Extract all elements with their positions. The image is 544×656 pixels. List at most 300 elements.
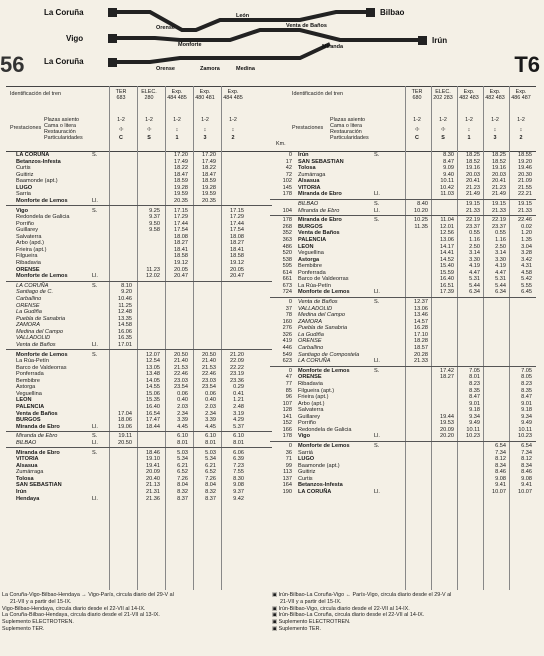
time-cell: 18.52 [466, 158, 480, 165]
time-cell: 8.47 [443, 158, 454, 165]
time-cell: 17.47 [146, 417, 160, 424]
bed-icon: ↕ [467, 127, 471, 133]
train-number: 280 [144, 95, 154, 101]
time-cell: 8.35 [521, 387, 532, 394]
time-cell: 23.37 [466, 223, 480, 230]
time-cell: 9.42 [233, 495, 244, 502]
time-cell: 8.35 [469, 387, 480, 394]
note-1-badge: ▣ [272, 592, 279, 598]
table-row [6, 267, 272, 273]
station-name: Guitiriz [16, 171, 34, 178]
note-badge: S [147, 135, 151, 141]
km-cell: 17 [285, 158, 292, 165]
page-number: 56 [0, 52, 25, 77]
time-cell: 8.37 [205, 495, 216, 502]
time-cell: 14.41 [440, 250, 454, 257]
table-row [270, 489, 536, 495]
table-row [6, 191, 272, 197]
time-cell: 8.01 [205, 439, 216, 446]
note-badge: C [119, 135, 123, 141]
station-name: Miranda de Ebro [16, 433, 58, 440]
bed-icon: ↕ [203, 127, 207, 133]
time-cell: 17.01 [118, 341, 132, 348]
prest-label: Prestaciones [292, 125, 324, 131]
station-name: LA CORUÑA [16, 282, 49, 289]
station-name: LA CORUÑA [16, 152, 50, 158]
time-cell: 8.32 [177, 488, 188, 495]
station-name: Redondela de Galicia [16, 214, 70, 221]
section-divider [270, 441, 536, 442]
note-e-badge: ▣ [272, 619, 279, 626]
table-row [270, 152, 536, 158]
table-row [6, 253, 272, 259]
time-cell: 13.06 [414, 305, 428, 312]
station-name: Astorga [16, 384, 36, 391]
time-cell: 3.30 [469, 256, 480, 263]
time-cell: 19.12 [174, 260, 188, 266]
time-cell: 12.56 [440, 230, 454, 237]
time-cell: 10.20 [414, 207, 428, 214]
time-cell: 18.52 [492, 158, 506, 165]
station-bilbao: Bilbao [380, 8, 405, 17]
time-cell: 0.06 [205, 390, 216, 397]
station-name: Monforte de Lemos [16, 197, 68, 204]
km-cell: 166 [282, 426, 292, 433]
station-name: Arbo (apt.) [298, 400, 325, 407]
seat-class: 1-2 [145, 117, 153, 123]
time-cell: 9.37 [233, 488, 244, 495]
time-cell: 18.27 [230, 240, 244, 247]
station-name: Carballino [298, 345, 324, 351]
km-cell: 190 [282, 488, 292, 495]
time-cell: 19.59 [202, 191, 216, 198]
train-number: 486 487 [511, 95, 531, 101]
table-row [270, 237, 536, 243]
km-cell: 363 [282, 237, 292, 243]
time-cell: 20.41 [466, 178, 480, 185]
station-name: Guillarey [298, 413, 321, 420]
station-name: Monforte de Lemos [298, 443, 350, 450]
table-row [6, 240, 272, 246]
station-name: Monforte de Lemos [16, 273, 68, 280]
station-name: PALENCIA [298, 237, 327, 243]
line-particularidades: Particularidades [44, 135, 83, 141]
time-cell: 7.05 [521, 367, 532, 374]
table-row [6, 496, 272, 502]
time-cell: 18.08 [174, 233, 188, 240]
km-cell: 99 [285, 462, 292, 469]
section-divider [270, 199, 536, 200]
time-cell: 10.11 [466, 426, 480, 433]
time-cell: 18.41 [230, 246, 244, 253]
station-name: Baamonde (apt.) [298, 462, 340, 469]
time-cell: 18.25 [492, 152, 506, 158]
time-cell: 19.46 [518, 165, 532, 172]
station-name: Venta de Baños [298, 230, 340, 237]
table-row [270, 443, 536, 449]
time-cell: 2.50 [469, 243, 480, 250]
table-row [270, 407, 536, 413]
time-cell: 3.04 [521, 243, 532, 250]
km-cell: 42 [285, 165, 292, 172]
time-cell: 1.35 [521, 237, 532, 243]
time-cell: 9.25 [149, 207, 160, 214]
station-name: Veguellina [298, 250, 324, 257]
table-row [270, 201, 536, 207]
time-cell: 10.11 [440, 178, 454, 185]
station-zamora: Zamora [200, 66, 220, 72]
train-type: Exp. [199, 89, 211, 95]
footer-note: Vigo-Bilbao-Hendaya, circula diario desde el 22-VII al 14-IX. [2, 605, 146, 612]
time-cell: 23.54 [174, 384, 188, 391]
time-cell: 8.46 [521, 469, 532, 476]
station-name: Venta de Baños [16, 341, 56, 348]
time-cell: 19.10 [146, 456, 160, 463]
time-cell: 8.37 [177, 495, 188, 502]
time-cell: 10.25 [414, 217, 428, 224]
table-row [6, 411, 272, 417]
train-type: Exp. [227, 89, 239, 95]
train-number: 480 481 [195, 95, 215, 101]
km-cell: 538 [282, 256, 292, 263]
time-cell: 8.47 [469, 394, 480, 401]
station-name: Veguellina [16, 390, 42, 397]
table-row [270, 191, 536, 197]
table-row [270, 224, 536, 230]
time-cell: 0.29 [233, 384, 244, 391]
time-cell: 1.16 [495, 237, 506, 243]
time-cell: 12.37 [414, 299, 428, 306]
time-cell: 8.34 [521, 462, 532, 469]
table-row [6, 476, 272, 482]
line-restauracion: Restauración [44, 129, 76, 135]
time-cell: 21.31 [146, 488, 160, 495]
time-cell: 21.33 [466, 207, 480, 214]
table-row [6, 371, 272, 377]
station-name: Medina del Campo [298, 312, 345, 319]
time-cell: 20.05 [174, 266, 188, 273]
table-row [270, 427, 536, 433]
km-cell: 0 [288, 443, 292, 450]
time-cell: 19.15 [492, 201, 506, 208]
table-row [270, 319, 536, 325]
timetable-left [6, 86, 272, 590]
station-name: LA CORUÑA [298, 488, 332, 495]
station-name: Hendaya [16, 495, 40, 502]
station-miranda: Miranda [322, 44, 344, 50]
time-cell: 16.28 [414, 325, 428, 332]
section-divider [270, 215, 536, 216]
time-cell: 6.52 [205, 469, 216, 476]
table-row [270, 456, 536, 462]
table-row [6, 391, 272, 397]
time-cell: 9.08 [233, 482, 244, 489]
time-cell: 9.08 [521, 475, 532, 482]
time-cell: 0.40 [205, 397, 216, 404]
time-cell: 21.53 [174, 364, 188, 371]
time-cell: 6.54 [495, 443, 506, 450]
km-cell: 128 [282, 407, 292, 414]
arrival-departure-flag: Ll. [374, 191, 380, 198]
section-divider [6, 447, 272, 448]
time-cell: 3.30 [495, 256, 506, 263]
time-cell: 20.35 [174, 197, 188, 204]
station-name: Salvaterra [16, 233, 42, 240]
time-cell: 5.55 [521, 282, 532, 289]
time-cell: 16.51 [440, 282, 454, 289]
table-row [270, 276, 536, 282]
km-cell: 152 [282, 420, 292, 427]
time-cell: 6.10 [205, 433, 216, 440]
time-cell: 18.27 [440, 374, 454, 381]
km-cell: 36 [285, 449, 292, 456]
time-cell: 17.29 [230, 214, 244, 221]
time-cell: 18.58 [174, 253, 188, 260]
time-cell: 3.14 [495, 250, 506, 257]
seat-class: 1-2 [517, 117, 525, 123]
note-badge: 1 [467, 135, 471, 141]
seat-class: 1-2 [439, 117, 447, 123]
time-cell: 8.23 [521, 380, 532, 387]
time-cell: 19.11 [118, 433, 132, 440]
timetable-right [270, 86, 536, 590]
time-cell: 2.34 [205, 410, 216, 417]
note-c-badge: ▣ [272, 625, 279, 632]
time-cell: 0.06 [177, 390, 188, 397]
time-cell: 12.07 [146, 351, 160, 358]
time-cell: 19.28 [174, 184, 188, 191]
time-cell: 8.46 [495, 469, 506, 476]
time-cell: 7.34 [495, 449, 506, 456]
time-cell: 22.22 [230, 364, 244, 371]
km-cell: 71 [285, 456, 292, 463]
time-cell: 17.54 [230, 227, 244, 234]
km-cell: 104 [282, 207, 292, 214]
station-name: Miranda de Ebro [16, 449, 60, 456]
seat-class: 1-2 [201, 117, 209, 123]
time-cell: 20.20 [440, 433, 454, 440]
time-cell: 7.26 [205, 475, 216, 482]
km-cell: 268 [282, 223, 292, 230]
station-name: Salvaterra [298, 407, 324, 414]
station-name: Ponferrada [16, 371, 44, 378]
table-row [270, 289, 536, 295]
table-row [270, 312, 536, 318]
time-cell: 5.42 [521, 276, 532, 283]
footer-note: ▣ Irún-Bilbao-La Coruña, circula diario desde el 22-VII al 14-IX. [272, 612, 425, 619]
time-cell: 9.58 [149, 227, 160, 234]
time-cell: 7.05 [469, 367, 480, 374]
table-row [6, 397, 272, 403]
bed-icon: ↕ [231, 127, 235, 133]
station-name: Ribadavia [298, 380, 323, 387]
station-name: VITORIA [298, 184, 321, 191]
table-row [6, 165, 272, 171]
train-type: Exp. [515, 89, 527, 95]
table-row [6, 214, 272, 220]
time-cell: 20.47 [230, 273, 244, 280]
station-name: Redondela de Galicia [298, 426, 352, 433]
train-type: ELEC. [141, 89, 157, 95]
table-row [270, 394, 536, 400]
table-row [270, 388, 536, 394]
table-row [6, 309, 272, 315]
time-cell: 16.40 [440, 276, 454, 283]
time-cell: 18.25 [466, 152, 480, 158]
km-cell: 164 [282, 482, 292, 489]
time-cell: 18.55 [518, 152, 532, 158]
time-cell: 3.19 [233, 410, 244, 417]
time-cell: 1.20 [521, 230, 532, 237]
time-cell: 4.58 [521, 269, 532, 276]
station-orense-1: Orense [156, 25, 175, 31]
train-number: 482 483 [485, 95, 505, 101]
time-cell: 22.46 [174, 371, 188, 378]
table-row [6, 440, 272, 446]
bed-icon: ↕ [175, 127, 179, 133]
station-name: ORENSE [298, 374, 322, 381]
station-name: Tolosa [16, 475, 34, 482]
time-cell: 4.45 [177, 423, 188, 430]
note-badge: 2 [519, 135, 523, 141]
section-divider [6, 349, 272, 350]
table-row [270, 345, 536, 351]
station-name: Venta de Baños [298, 299, 338, 306]
arrival-departure-flag: Ll. [374, 488, 380, 495]
seat-class: 1-2 [413, 117, 421, 123]
table-row [6, 335, 272, 341]
station-name: Carballino [16, 295, 42, 302]
time-cell: 6.06 [233, 449, 244, 456]
line-cama: Cama o litera [44, 123, 77, 129]
arrival-departure-flag: S. [92, 282, 98, 289]
table-row [270, 257, 536, 263]
table-row [270, 263, 536, 269]
km-cell: 549 [282, 351, 292, 358]
time-cell: 18.44 [146, 423, 160, 430]
km-cell: 0 [288, 152, 292, 158]
arrival-departure-flag: Ll. [92, 423, 98, 430]
train-type: Exp. [489, 89, 501, 95]
km-cell: 178 [282, 433, 292, 440]
arrival-departure-flag: Ll. [92, 273, 98, 280]
table-row [270, 230, 536, 236]
table-row [6, 159, 272, 165]
time-cell: 9.50 [149, 220, 160, 227]
station-name: BURGOS [16, 417, 41, 424]
page-code: T6 [514, 52, 540, 77]
time-cell: 4.29 [233, 417, 244, 424]
station-name: Sarria [16, 191, 31, 198]
table-row [6, 296, 272, 302]
table-row [270, 306, 536, 312]
table-row [270, 469, 536, 475]
station-name: Arbo (apd.) [16, 240, 44, 247]
table-row [270, 482, 536, 488]
station-name: Puebla de Sanabria [298, 325, 348, 332]
time-cell: 21.55 [518, 184, 532, 191]
station-name: Porriño [298, 420, 317, 427]
station-monforte: Monforte [178, 42, 202, 48]
km-cell: 614 [282, 269, 292, 276]
table-row [6, 433, 272, 439]
train-number: 482 483 [459, 95, 479, 101]
km-cell: 486 [282, 243, 292, 250]
time-cell: 17.29 [174, 214, 188, 221]
route-coruna-medina [116, 44, 330, 62]
time-cell: 20.28 [414, 351, 428, 358]
time-cell: 3.28 [521, 250, 532, 257]
time-cell: 1.21 [233, 397, 244, 404]
time-cell: 21.40 [174, 358, 188, 365]
time-cell: 20.40 [146, 475, 160, 482]
km-cell: 520 [282, 250, 292, 257]
station-name: Miranda de Ebro [298, 207, 340, 214]
table-row [6, 289, 272, 295]
time-cell: 22.21 [518, 191, 532, 198]
time-cell: 8.10 [121, 282, 132, 289]
arrival-departure-flag: S. [92, 433, 98, 440]
time-cell: 20.41 [492, 178, 506, 185]
time-cell: 5.44 [495, 282, 506, 289]
time-cell: 20.09 [146, 469, 160, 476]
station-name: VALLADOLID [298, 305, 333, 312]
section-divider [270, 297, 536, 298]
table-row [270, 433, 536, 439]
km-cell: 178 [282, 191, 292, 198]
time-cell: 8.32 [205, 488, 216, 495]
km-cell: 276 [282, 325, 292, 332]
km-cell: 85 [285, 387, 292, 394]
station-name: LUGO [298, 456, 315, 463]
ident-label: Identificación del tren [292, 91, 343, 97]
time-cell: 9.20 [121, 289, 132, 296]
time-cell: 14.52 [440, 256, 454, 263]
arrival-departure-flag: S. [374, 201, 380, 208]
station-name: La Rúa-Petín [16, 358, 49, 365]
time-cell: 20.50 [202, 351, 216, 358]
time-cell: 17.15 [174, 207, 188, 214]
arrival-departure-flag: S. [374, 299, 380, 306]
time-cell: 13.46 [414, 312, 428, 319]
time-cell: 18.46 [146, 449, 160, 456]
km-cell: 107 [282, 400, 292, 407]
time-cell: 21.33 [414, 358, 428, 365]
time-cell: 14.58 [118, 322, 132, 329]
km-cell: 0 [288, 367, 292, 374]
station-name: Porriño [16, 220, 35, 227]
line-cama: Cama o litera [330, 123, 363, 129]
table-row [270, 270, 536, 276]
time-cell: 5.34 [205, 456, 216, 463]
time-cell: 2.48 [233, 403, 244, 410]
time-cell: 4.19 [469, 263, 480, 270]
station-venta: Venta de Baños [286, 23, 327, 29]
arrival-departure-flag: S. [92, 207, 98, 214]
table-row [6, 489, 272, 495]
time-cell: 4.47 [469, 269, 480, 276]
station-name: Bembibre [16, 377, 40, 384]
station-name: Alsasua [298, 178, 320, 185]
time-cell: 8.30 [443, 152, 454, 158]
table-row [270, 463, 536, 469]
time-cell: 17.54 [174, 227, 188, 234]
time-cell: 18.41 [174, 246, 188, 253]
time-cell: 8.40 [417, 201, 428, 208]
time-cell: 15.59 [440, 269, 454, 276]
ident-label: Identificación del tren [10, 91, 61, 97]
station-name: BURGOS [298, 223, 323, 230]
